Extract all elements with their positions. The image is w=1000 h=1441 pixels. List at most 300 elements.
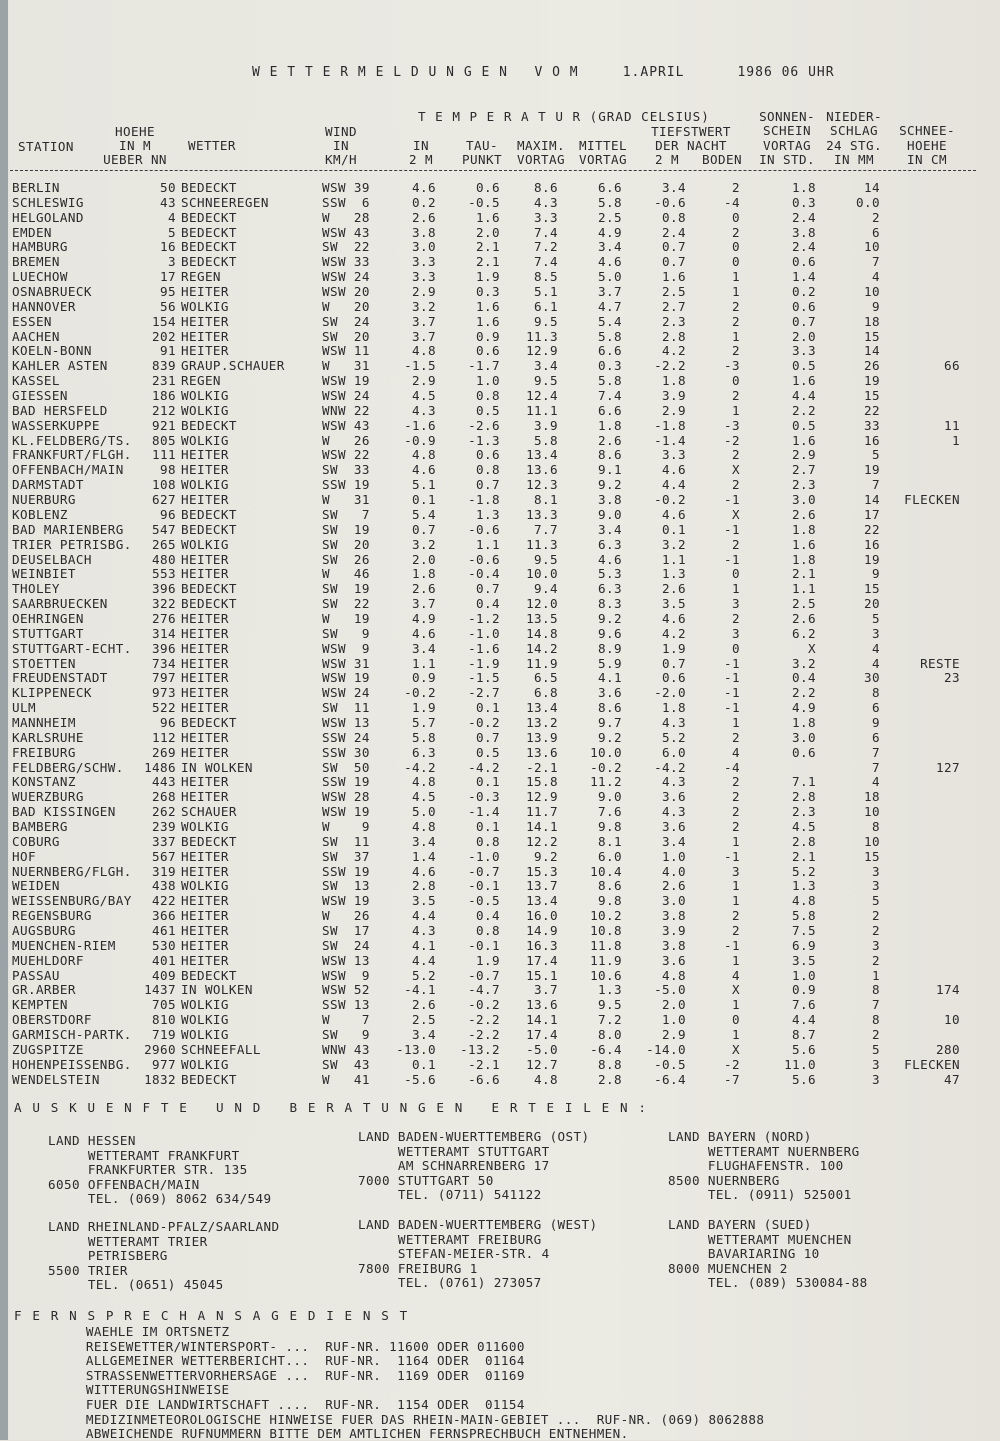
cell-t2m: 4.4 (412, 952, 436, 968)
fernsprech-heading: F E R N S P R E C H A N S A G E D I E N S T (14, 1308, 409, 1323)
cell-tmin: 4.3 (662, 804, 686, 820)
table-row (0, 1058, 1000, 1073)
cell-boden: 0 (732, 566, 740, 582)
cell-sonne: 3.8 (792, 224, 816, 240)
cell-tau: -1.9 (468, 655, 500, 671)
cell-tmin: -6.4 (654, 1071, 686, 1087)
cell-boden: 2 (732, 908, 740, 924)
cell-tmin: 2.3 (662, 313, 686, 329)
cell-wind: WSW 43 (322, 417, 370, 433)
cell-max: 3.4 (534, 358, 558, 374)
cell-t2m: 1.8 (412, 566, 436, 582)
cell-wetter: WOLKIG (181, 878, 229, 894)
cell-mittel: 8.3 (598, 596, 622, 612)
cell-max: 13.2 (526, 714, 558, 730)
cell-wetter: HEITER (181, 328, 229, 344)
cell-tmin: 5.2 (662, 729, 686, 745)
cell-mittel: 9.6 (598, 625, 622, 641)
header-maxim-1: MAXIM. (517, 138, 565, 153)
cell-tau: 0.5 (476, 402, 500, 418)
cell-station: HOHENPEISSENBG. (12, 1056, 132, 1072)
header-sonne-1: SONNEN- (759, 109, 815, 124)
cell-nied: 19 (864, 373, 880, 389)
cell-wind: W 20 (322, 298, 370, 314)
contact-line: WETTERAMT MUENCHEN (668, 1231, 852, 1247)
cell-wetter: BEDECKT (181, 180, 237, 195)
cell-nied: 8 (872, 685, 880, 701)
cell-mittel: 5.8 (598, 328, 622, 344)
cell-tmin: 1.3 (662, 566, 686, 582)
cell-hoehe: 98 (160, 462, 176, 478)
contact-line: WETTERAMT STUTTGART (358, 1143, 550, 1159)
cell-tmin: 3.5 (662, 596, 686, 612)
cell-max: 3.7 (534, 982, 558, 998)
cell-t2m: 5.2 (412, 967, 436, 983)
cell-sonne: 2.6 (792, 610, 816, 626)
cell-wetter: WOLKIG (181, 997, 229, 1013)
cell-nied: 17 (864, 506, 880, 522)
cell-nied: 7 (872, 759, 880, 775)
cell-sonne: X (808, 640, 816, 656)
cell-schnee: 1 (952, 432, 960, 448)
cell-mittel: 3.7 (598, 284, 622, 300)
cell-nied: 20 (864, 596, 880, 612)
cell-mittel: 3.6 (598, 685, 622, 701)
cell-nied: 33 (864, 417, 880, 433)
table-row (0, 330, 1000, 345)
cell-tmin: 4.4 (662, 477, 686, 493)
cell-station: OEHRINGEN (12, 610, 84, 626)
cell-boden: 1 (732, 269, 740, 285)
cell-wetter: BEDECKT (181, 1071, 237, 1087)
cell-sonne: 2.4 (792, 209, 816, 225)
header-tau-1: TAU- (466, 138, 498, 153)
cell-tau: -0.7 (468, 863, 500, 879)
contact-line: WETTERAMT TRIER (48, 1233, 208, 1249)
cell-t2m: -1.6 (404, 417, 436, 433)
cell-sonne: 4.4 (792, 388, 816, 404)
cell-station: HELGOLAND (12, 209, 84, 225)
cell-t2m: 5.0 (412, 804, 436, 820)
cell-station: BAD HERSFELD (12, 402, 108, 418)
cell-max: 10.0 (526, 566, 558, 582)
cell-max: 7.4 (534, 224, 558, 240)
cell-tmin: 4.2 (662, 343, 686, 359)
cell-tmin: 3.0 (662, 893, 686, 909)
cell-hoehe: 2960 (144, 1041, 176, 1057)
cell-station: HANNOVER (12, 298, 76, 314)
cell-t2m: 3.5 (412, 893, 436, 909)
cell-wind: SW 9 (322, 625, 370, 641)
cell-tmin: 1.1 (662, 551, 686, 567)
cell-boden: 1 (732, 952, 740, 968)
cell-tau: -1.0 (468, 848, 500, 864)
cell-wetter: HEITER (181, 284, 229, 300)
cell-t2m: 4.6 (412, 863, 436, 879)
header-nied-3: 24 STG. (826, 138, 882, 153)
table-row (0, 627, 1000, 642)
cell-wetter: HEITER (181, 492, 229, 508)
table-row (0, 1028, 1000, 1043)
cell-hoehe: 973 (152, 685, 176, 701)
table-row (0, 434, 1000, 449)
cell-tmin: 3.6 (662, 818, 686, 834)
cell-nied: 30 (864, 670, 880, 686)
cell-sonne: 1.8 (792, 521, 816, 537)
cell-sonne: 1.8 (792, 180, 816, 195)
cell-mittel: 6.3 (598, 581, 622, 597)
cell-t2m: 4.4 (412, 908, 436, 924)
cell-sonne: 0.3 (792, 194, 816, 210)
cell-tau: -0.6 (468, 521, 500, 537)
cell-wetter: SCHNEEREGEN (181, 194, 269, 210)
cell-wetter: BEDECKT (181, 967, 237, 983)
cell-hoehe: 112 (152, 729, 176, 745)
cell-sonne: 0.9 (792, 982, 816, 998)
cell-tau: 1.0 (476, 373, 500, 389)
cell-station: KEMPTEN (12, 997, 68, 1013)
cell-tmin: 2.4 (662, 224, 686, 240)
table-row (0, 226, 1000, 241)
contact-line: TEL. (0711) 541122 (358, 1187, 542, 1202)
cell-hoehe: 56 (160, 298, 176, 314)
cell-t2m: -0.2 (404, 685, 436, 701)
cell-mittel: 8.0 (598, 1027, 622, 1043)
table-row (0, 716, 1000, 731)
cell-station: GR.ARBER (12, 982, 76, 998)
cell-tau: -1.3 (468, 432, 500, 448)
table-row (0, 255, 1000, 270)
cell-sonne: 4.5 (792, 818, 816, 834)
cell-boden: X (732, 506, 740, 522)
cell-sonne: 2.7 (792, 462, 816, 478)
cell-station: HAMBURG (12, 239, 68, 255)
contact-line: 8000 MUENCHEN 2 (668, 1260, 788, 1276)
table-row (0, 686, 1000, 701)
cell-mittel: 5.8 (598, 373, 622, 389)
cell-t2m: 5.8 (412, 729, 436, 745)
cell-boden: -1 (724, 521, 740, 537)
header-hoehe-3: UEBER NN (103, 152, 167, 167)
cell-tau: 2.0 (476, 224, 500, 240)
cell-tmin: 2.6 (662, 581, 686, 597)
cell-nied: 8 (872, 1012, 880, 1028)
cell-max: 9.2 (534, 848, 558, 864)
cell-mittel: 9.7 (598, 714, 622, 730)
cell-station: FELDBERG/SCHW. (12, 759, 124, 775)
cell-station: KONSTANZ (12, 774, 76, 790)
cell-t2m: 4.3 (412, 923, 436, 938)
cell-wind: W 31 (322, 492, 370, 508)
cell-station: REGENSBURG (12, 908, 92, 924)
header-schnee-1: SCHNEE- (899, 123, 955, 138)
cell-wind: WNW 22 (322, 402, 370, 418)
cell-station: TRIER PETRISBG. (12, 536, 132, 552)
cell-tau: -4.2 (468, 759, 500, 775)
cell-tmin: 4.6 (662, 506, 686, 522)
cell-boden: 1 (732, 833, 740, 849)
table-row (0, 374, 1000, 389)
cell-wind: WSW 19 (322, 373, 370, 389)
cell-t2m: 2.9 (412, 373, 436, 389)
cell-boden: -2 (724, 1056, 740, 1072)
cell-sonne: 1.6 (792, 536, 816, 552)
contact-line: 5500 TRIER (48, 1262, 128, 1278)
cell-mittel: 9.2 (598, 729, 622, 745)
cell-t2m: 1.9 (412, 700, 436, 716)
cell-nied: 7 (872, 254, 880, 270)
cell-nied: 14 (864, 180, 880, 195)
cell-station: OFFENBACH/MAIN (12, 462, 124, 478)
cell-tau: 1.9 (476, 269, 500, 285)
cell-mittel: 5.0 (598, 269, 622, 285)
header-mittel-1: MITTEL (579, 138, 627, 153)
cell-tmin: 3.9 (662, 923, 686, 938)
cell-station: ESSEN (12, 313, 52, 329)
contact-line: LAND BAYERN (SUED) (668, 1217, 812, 1232)
cell-hoehe: 212 (152, 402, 176, 418)
cell-sonne: 0.6 (792, 744, 816, 760)
cell-sonne: 1.4 (792, 269, 816, 285)
phone-service-line: WAEHLE IM ORTSNETZ (14, 1324, 230, 1339)
cell-nied: 2 (872, 908, 880, 924)
header-tau-2: PUNKT (462, 152, 502, 167)
cell-schnee: 127 (936, 759, 960, 775)
cell-hoehe: 797 (152, 670, 176, 686)
cell-station: COBURG (12, 833, 60, 849)
table-row (0, 508, 1000, 523)
cell-station: BAD KISSINGEN (12, 804, 116, 820)
cell-nied: 9 (872, 566, 880, 582)
cell-tau: -1.0 (468, 625, 500, 641)
table-row (0, 642, 1000, 657)
cell-wind: W 9 (322, 818, 370, 834)
contact-line: TEL. (0651) 45045 (48, 1277, 224, 1292)
table-row (0, 211, 1000, 226)
cell-sonne: 0.6 (792, 298, 816, 314)
cell-t2m: 2.6 (412, 581, 436, 597)
cell-tmin: 2.0 (662, 997, 686, 1013)
cell-hoehe: 276 (152, 610, 176, 626)
cell-t2m: 4.8 (412, 343, 436, 359)
cell-max: 14.8 (526, 625, 558, 641)
cell-sonne: 3.0 (792, 729, 816, 745)
header-boden: BODEN (702, 152, 742, 167)
cell-sonne: 7.1 (792, 774, 816, 790)
cell-nied: 16 (864, 432, 880, 448)
cell-station: WEIDEN (12, 878, 60, 894)
table-row (0, 983, 1000, 998)
cell-max: 4.8 (534, 1071, 558, 1087)
cell-mittel: 6.3 (598, 536, 622, 552)
cell-hoehe: 111 (152, 447, 176, 463)
cell-boden: -1 (724, 700, 740, 716)
cell-tau: -0.2 (468, 997, 500, 1013)
cell-station: OSNABRUECK (12, 284, 92, 300)
cell-sonne: 0.5 (792, 358, 816, 374)
cell-tau: 0.4 (476, 596, 500, 612)
cell-boden: 2 (732, 447, 740, 463)
cell-hoehe: 96 (160, 506, 176, 522)
cell-nied: 10 (864, 284, 880, 300)
cell-t2m: 2.5 (412, 1012, 436, 1028)
cell-wetter: WOLKIG (181, 477, 229, 493)
cell-station: GARMISCH-PARTK. (12, 1027, 132, 1043)
cell-tau: 1.1 (476, 536, 500, 552)
cell-mittel: 5.3 (598, 566, 622, 582)
cell-nied: 3 (872, 878, 880, 894)
cell-nied: 7 (872, 477, 880, 493)
cell-tau: -0.5 (468, 893, 500, 909)
cell-boden: -3 (724, 358, 740, 374)
cell-tau: 0.3 (476, 284, 500, 300)
cell-boden: -1 (724, 937, 740, 953)
cell-tmin: -0.2 (654, 492, 686, 508)
cell-tau: 0.7 (476, 581, 500, 597)
cell-t2m: -1.5 (404, 358, 436, 374)
cell-wetter: HEITER (181, 343, 229, 359)
cell-station: KLIPPENECK (12, 685, 92, 701)
cell-hoehe: 269 (152, 744, 176, 760)
cell-hoehe: 443 (152, 774, 176, 790)
cell-nied: 18 (864, 313, 880, 329)
cell-t2m: 5.4 (412, 506, 436, 522)
cell-tau: 0.6 (476, 180, 500, 195)
cell-hoehe: 734 (152, 655, 176, 671)
cell-max: 4.3 (534, 194, 558, 210)
table-row (0, 567, 1000, 582)
cell-boden: 1 (732, 997, 740, 1013)
cell-mittel: 3.8 (598, 492, 622, 508)
contact-line: TEL. (089) 530084-88 (668, 1275, 868, 1290)
cell-hoehe: 322 (152, 596, 176, 612)
cell-wetter: HEITER (181, 566, 229, 582)
cell-nied: 22 (864, 402, 880, 418)
cell-hoehe: 719 (152, 1027, 176, 1043)
cell-mittel: 1.8 (598, 417, 622, 433)
cell-t2m: 3.3 (412, 269, 436, 285)
phone-service-line: MEDIZINMETEOROLOGISCHE HINWEISE FUER DAS RHEIN-MAIN-GEBIET ... RUF-NR. (069) 8062888 (14, 1411, 765, 1427)
cell-schnee: 66 (944, 358, 960, 374)
cell-max: 11.3 (526, 536, 558, 552)
cell-nied: 3 (872, 1056, 880, 1072)
cell-t2m: 3.4 (412, 640, 436, 656)
cell-boden: 2 (732, 818, 740, 834)
cell-wind: WSW 13 (322, 952, 370, 968)
table-row (0, 523, 1000, 538)
table-row (0, 775, 1000, 790)
cell-max: 16.3 (526, 937, 558, 953)
cell-t2m: 4.6 (412, 462, 436, 478)
cell-nied: 19 (864, 462, 880, 478)
header-divider (10, 170, 976, 171)
cell-sonne: 2.0 (792, 328, 816, 344)
contact-line: PETRISBERG (48, 1248, 168, 1263)
cell-mittel: 10.2 (590, 908, 622, 924)
cell-wetter: HEITER (181, 610, 229, 626)
cell-tau: 0.8 (476, 462, 500, 478)
table-row (0, 820, 1000, 835)
cell-mittel: 8.9 (598, 640, 622, 656)
cell-max: 5.1 (534, 284, 558, 300)
cell-tmin: -4.2 (654, 759, 686, 775)
phone-service-line: REISEWETTER/WINTERSPORT- ... RUF-NR. 11600 ODER 011600 (14, 1338, 525, 1354)
cell-nied: 22 (864, 521, 880, 537)
cell-sonne: 2.3 (792, 477, 816, 493)
cell-max: 7.4 (534, 254, 558, 270)
cell-max: 8.1 (534, 492, 558, 508)
contact-line: TEL. (0911) 525001 (668, 1187, 852, 1202)
cell-nied: 5 (872, 893, 880, 909)
cell-nied: 10 (864, 804, 880, 820)
header-wetter: WETTER (188, 138, 236, 153)
cell-tau: -0.5 (468, 194, 500, 210)
cell-wetter: BEDECKT (181, 254, 237, 270)
cell-wind: WSW 24 (322, 685, 370, 701)
cell-tau: 0.5 (476, 744, 500, 760)
table-row (0, 790, 1000, 805)
cell-wind: W 26 (322, 908, 370, 924)
cell-hoehe: 231 (152, 373, 176, 389)
cell-hoehe: 627 (152, 492, 176, 508)
cell-tmin: 4.2 (662, 625, 686, 641)
cell-wetter: HEITER (181, 551, 229, 567)
cell-wind: SW 22 (322, 239, 370, 255)
cell-max: 13.6 (526, 462, 558, 478)
cell-mittel: 2.5 (598, 209, 622, 225)
cell-mittel: 4.9 (598, 224, 622, 240)
cell-tmin: 3.4 (662, 180, 686, 195)
cell-hoehe: 108 (152, 477, 176, 493)
cell-max: 13.4 (526, 893, 558, 909)
cell-mittel: 8.6 (598, 878, 622, 894)
cell-nied: 2 (872, 923, 880, 938)
cell-boden: -2 (724, 432, 740, 448)
table-row (0, 404, 1000, 419)
cell-station: BAMBERG (12, 818, 68, 834)
table-row (0, 315, 1000, 330)
cell-nied: 9 (872, 714, 880, 730)
cell-hoehe: 839 (152, 358, 176, 374)
contact-line: LAND HESSEN (48, 1133, 136, 1148)
cell-max: -2.1 (526, 759, 558, 775)
cell-tau: -0.4 (468, 566, 500, 582)
cell-max: 9.4 (534, 581, 558, 597)
cell-wind: SW 43 (322, 1056, 370, 1072)
cell-sonne: 5.8 (792, 908, 816, 924)
contact-line: TEL. (069) 8062 634/549 (48, 1191, 272, 1206)
cell-wind: WSW 20 (322, 284, 370, 300)
cell-max: 12.4 (526, 388, 558, 404)
cell-wetter: WOLKIG (181, 536, 229, 552)
header-wind-1: WIND (325, 124, 357, 139)
cell-sonne: 5.6 (792, 1041, 816, 1057)
cell-tau: 0.9 (476, 328, 500, 344)
cell-boden: -3 (724, 417, 740, 433)
cell-tmin: 2.9 (662, 1027, 686, 1043)
cell-wetter: HEITER (181, 863, 229, 879)
cell-mittel: 5.4 (598, 313, 622, 329)
cell-mittel: 10.8 (590, 923, 622, 938)
contact-line: LAND BAYERN (NORD) (668, 1129, 812, 1144)
cell-boden: -4 (724, 759, 740, 775)
cell-t2m: 2.6 (412, 997, 436, 1013)
cell-wetter: HEITER (181, 655, 229, 671)
cell-wetter: HEITER (181, 625, 229, 641)
cell-boden: -7 (724, 1071, 740, 1087)
cell-mittel: 3.4 (598, 521, 622, 537)
cell-wind: WSW 19 (322, 893, 370, 909)
